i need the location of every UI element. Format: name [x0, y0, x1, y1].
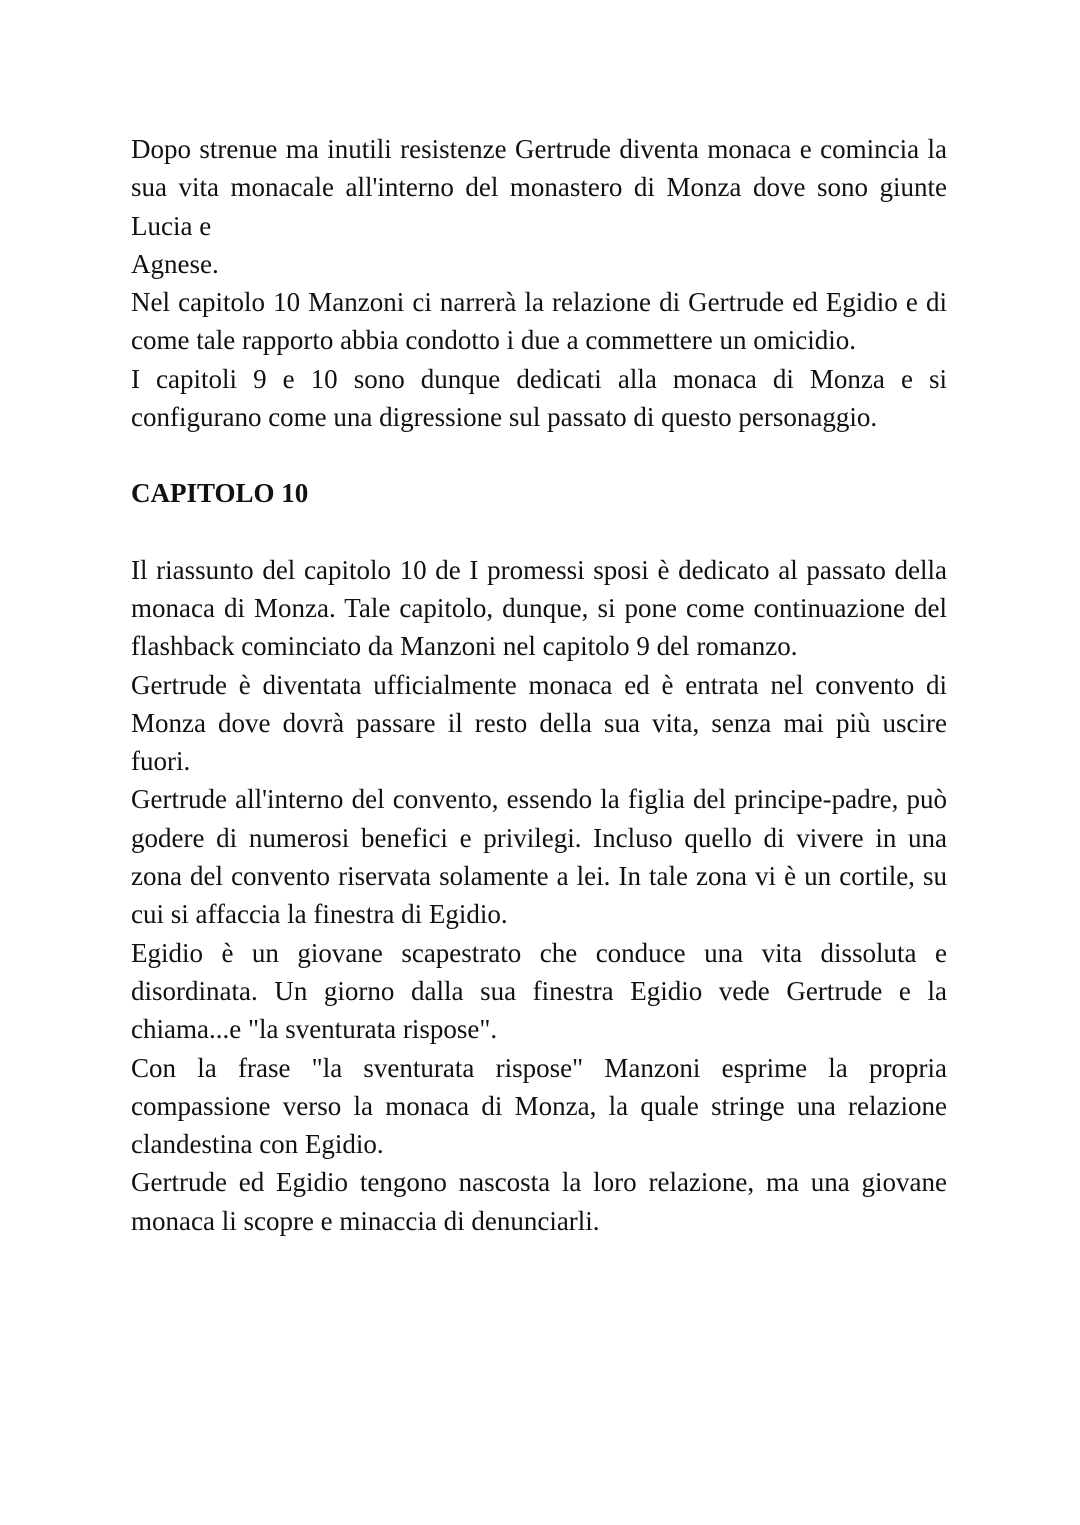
spacer	[131, 436, 947, 474]
paragraph-intro-1: Dopo strenue ma inutili resistenze Gertrude diventa monaca e comincia la sua vita monacale all'interno del monastero di Monza dove sono giunte Lucia e	[131, 134, 947, 241]
paragraph-section-4: Egidio è un giovane scapestrato che conduce una vita dissoluta e disordinata. Un giorno dalla sua finestra Egidio vede Gertrude e la chiama...e "la sventurata rispose".	[131, 937, 947, 1045]
paragraph-section-3: Gertrude all'interno del convento, essendo la figlia del principe-padre, può godere di numerosi benefici e privilegi. Incluso quello di vivere in una zona del convento riservata solamente a lei. In tale zona vi è un cortile, su cui si affaccia la finestra di Egidio.	[131, 784, 947, 930]
paragraph-intro-4: I capitoli 9 e 10 sono dunque dedicati alla monaca di Monza e si configurano come una digressione sul passato di questo personaggio.	[131, 363, 947, 433]
paragraph-section-2: Gertrude è diventata ufficialmente monaca ed è entrata nel convento di Monza dove dovrà passare il resto della sua vita, senza mai più uscire fuori.	[131, 669, 947, 777]
spacer	[131, 513, 947, 551]
document-body	[131, 130, 947, 1240]
paragraph-section-5: Con la frase "la sventurata rispose" Manzoni esprime la propria compassione verso la monaca di Monza, la quale stringe una relazione clandestina con Egidio.	[131, 1052, 947, 1160]
paragraph-intro-3: Nel capitolo 10 Manzoni ci narrerà la relazione di Gertrude ed Egidio e di come tale rapporto abbia condotto i due a commettere un omicidio.	[131, 287, 947, 356]
section-heading: CAPITOLO 10	[131, 478, 309, 509]
paragraph-intro-2: Agnese.	[131, 248, 219, 279]
paragraph-section-1: Il riassunto del capitolo 10 de I promessi sposi è dedicato al passato della monaca di Monza. Tale capitolo, dunque, si pone come continuazione del flashback cominciato da Manzoni nel capitolo 9 del romanzo.	[131, 554, 947, 662]
paragraph-section-6: Gertrude ed Egidio tengono nascosta la loro relazione, ma una giovane monaca li scopre e minaccia di denunciarli.	[131, 1167, 947, 1236]
